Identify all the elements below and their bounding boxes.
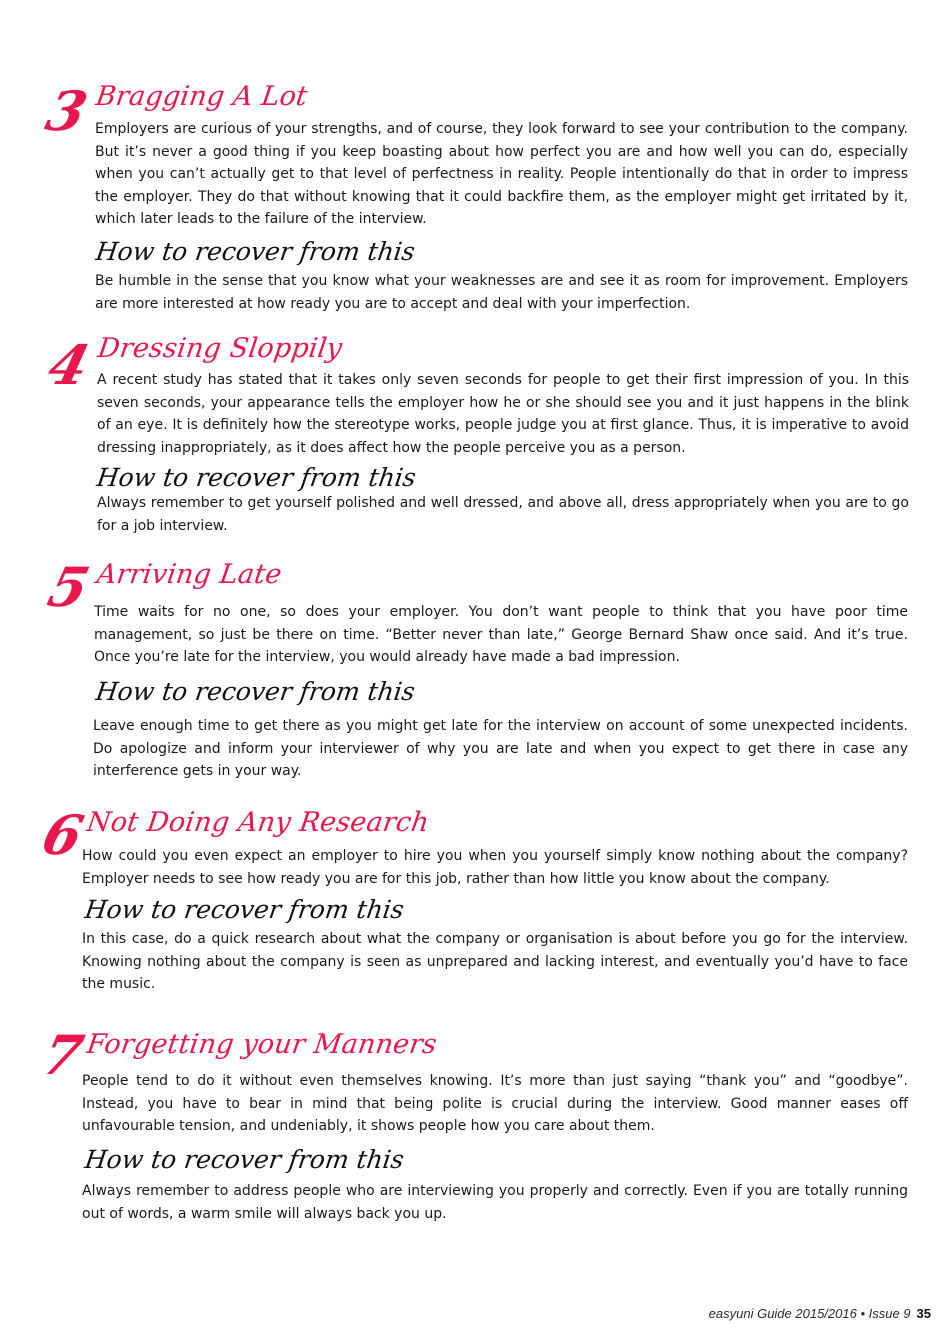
section-number: 3 [40,79,92,143]
section-7 [36,1022,920,1232]
section-heading: Bragging A Lot [93,81,310,112]
section-4 [40,332,920,542]
section-5 [40,554,920,794]
section-body: People tend to do it without even themselves knowing. It’s more than just saying “thank you” and “goodbye”. Instead, you have to bear in mind that being polite is crucial during the interview. Good manner eases off unfavourable tension, and undeniably, it shows people how you care about them. [82,1073,908,1134]
section-heading: Arriving Late [94,559,284,590]
recover-heading: How to recover from this [94,677,417,706]
recover-heading: How to recover from this [95,463,418,492]
section-body: Time waits for no one, so does your employer. You don’t want people to think that you have poor time management, so just be there on time. “Better never than late,” George Bernard Shaw once said. And it’s true. Once you’re late for the interview, you would already have made a bad impression. [94,604,908,665]
recover-heading: How to recover from this [83,1145,406,1174]
page-number: 35 [916,1306,931,1321]
publication-label: easyuni Guide 2015/2016 • Issue 9 [708,1306,911,1321]
recover-body: Always remember to get yourself polished and well dressed, and above all, dress appropriately when you are to go for a job interview. [97,495,909,534]
section-number: 5 [42,555,94,619]
section-number: 6 [36,803,88,867]
recover-body: Always remember to address people who are interviewing you properly and correctly. Even if you are totally running out of words, a warm smile will always back you up. [82,1183,908,1222]
recover-body: In this case, do a quick research about what the company or organisation is about before you go for the interview. Knowing nothing about the company is seen as unprepared and lacking interest, and eventually you’d have to face the music. [82,931,908,992]
section-number: 4 [42,333,94,397]
recover-body: Be humble in the sense that you know what your weaknesses are and see it as room for improvement. Employers are more interested at how ready you are to accept and deal with your imperfection. [95,273,908,312]
page-footer [709,1306,931,1321]
section-body: How could you even expect an employer to hire you when you yourself simply know nothing about the company? Employer needs to see how ready you are for this job, rather than how little you know about the company. [82,848,908,887]
section-heading: Forgetting your Manners [84,1029,439,1060]
section-heading: Not Doing Any Research [84,807,432,838]
section-number: 7 [36,1023,88,1087]
section-6 [36,802,920,1002]
recover-heading: How to recover from this [94,237,417,266]
section-3 [40,78,920,318]
section-body: Employers are curious of your strengths, and of course, they look forward to see your contribution to the company. But it’s never a good thing if you keep boasting about how perfect you are and how well you can do, especially when you can’t actually get to that level of perfectness in reality. People intentionally do that in order to impress the employer. They do that without knowing that it could backfire them, as the employer might get irritated by it, which later leads to the failure of the interview. [95,121,908,227]
section-body: A recent study has stated that it takes only seven seconds for people to get their first impression of you. In this seven seconds, your appearance tells the employer how he or she should see you and it just happens in the blink of an eye. It is definitely how the stereotype works, people judge you at first glance. Thus, it is imperative to avoid dressing inappropriately, as it does affect how the people perceive you as a person. [97,372,909,456]
recover-heading: How to recover from this [83,895,406,924]
section-heading: Dressing Sloppily [95,333,345,364]
recover-body: Leave enough time to get there as you might get late for the interview on account of some unexpected incidents. Do apologize and inform your interviewer of why you are late and when you expect to get there in case any interference gets in your way. [93,718,908,779]
